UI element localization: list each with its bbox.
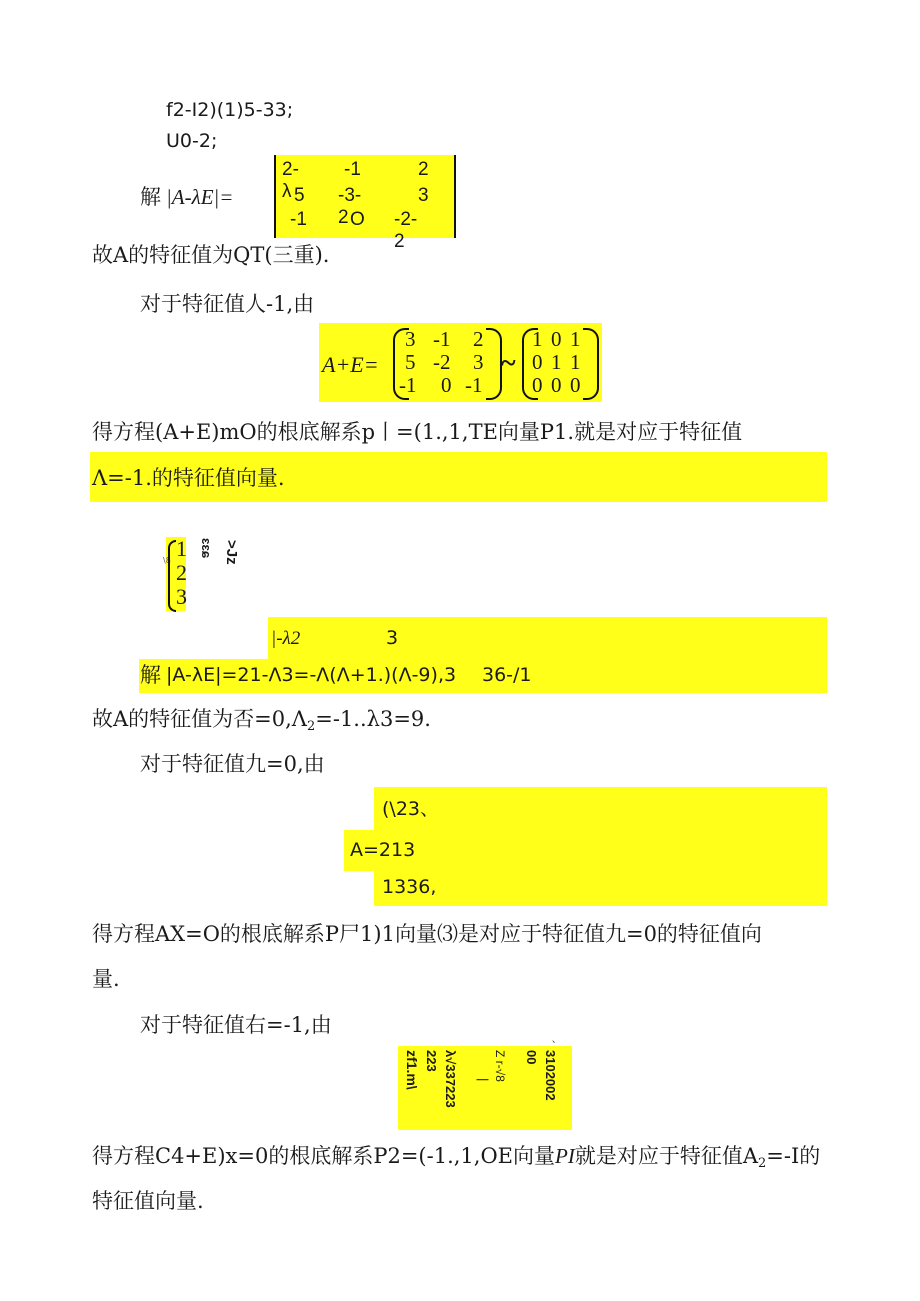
colvec-side-text-2: >Jz: [223, 540, 240, 565]
rotated-col-8: 、: [543, 1040, 554, 1050]
paren-right-b: [583, 328, 599, 400]
rotated-col-4: |: [476, 1078, 491, 1082]
matrix-b-cell: 0: [551, 327, 562, 351]
eig2-subscript: 2: [306, 719, 316, 734]
rotated-col-5: Z r-√8: [493, 1050, 507, 1082]
det1-cell: 2-λ: [282, 159, 299, 202]
solution-line-3b: 特征值向量.: [92, 1189, 204, 1213]
sol3-subscript: 2: [758, 1156, 767, 1171]
det2-right: 36-/1: [482, 664, 532, 686]
sol3-text-a: 得方程C4+E)x=0的根底解系P2=(-1.,1,OE向量: [92, 1144, 556, 1168]
matrix-a2-row-1: (\23、: [382, 798, 439, 820]
tilde-symbol: ~: [501, 348, 516, 379]
colvec-paren-left: [168, 540, 176, 612]
sol3-text-b: 就是对应于特征值A: [574, 1144, 759, 1168]
for-eigenvalue-3: 对于特征值右=-1,由: [140, 1013, 332, 1037]
paren-right-a: [486, 328, 502, 400]
text-line-1: f2-I2)(1)5-33;: [166, 99, 294, 121]
det2-top-right: 3: [386, 627, 399, 649]
det2-top-left: [271, 624, 300, 653]
solution-line-2b: 量.: [92, 967, 120, 991]
matrix-a-cell: -1: [433, 327, 451, 351]
solution-line-1b: Λ=-1.的特征值向量.: [92, 466, 285, 490]
matrix-a2-row-3: 1336,: [382, 876, 437, 898]
matrix-b-cell: 1: [570, 327, 581, 351]
det1-cell: -1: [344, 159, 361, 180]
highlight-a-row3: [374, 870, 827, 906]
det1-expr: |A-λE|=: [166, 185, 234, 209]
rotated-col-6: 00: [524, 1050, 539, 1065]
matrix-a-cell: 3: [405, 327, 416, 351]
colvec-values: [176, 537, 187, 609]
matrix-a-cell: -2: [433, 350, 451, 374]
det1-cell: O: [350, 209, 365, 230]
colvec-cell: 2: [176, 560, 187, 585]
colvec-side-text-1: ɛɛɕ: [199, 538, 214, 559]
det1-prefix: 解: [140, 185, 161, 209]
det1-cell: -3-2: [338, 185, 362, 228]
highlight-a-row2: [344, 830, 827, 871]
matrix-a-cell: -1: [399, 373, 417, 397]
matrix-a-cell: 0: [441, 373, 452, 397]
colvec-cell: 1: [176, 536, 187, 561]
det2-prefix: 解: [140, 663, 161, 687]
eigenvalues-line-1: 故A的特征值为QT(三重).: [92, 243, 330, 267]
det1-bar-left: [274, 155, 276, 238]
matrix-a-cell: 2: [473, 327, 484, 351]
for-eigenvalue-1: 对于特征值人-1,由: [140, 292, 315, 316]
eig2-text-a: 故A的特征值为否=0,Λ: [92, 707, 307, 731]
det1-cell: -1: [290, 209, 307, 230]
solution-line-2: 得方程AX=O的根底解系P尸1)1向量⑶是对应于特征值九=0的特征值向: [92, 922, 762, 946]
matrix-lhs: A+E=: [322, 352, 379, 377]
matrix-b-cell: 0: [532, 373, 543, 397]
matrix-a2-row-2: A=213: [350, 839, 416, 861]
colvec-tiny-mark: \8: [163, 556, 171, 565]
matrix-a-cell: 3: [473, 350, 484, 374]
colvec-cell: 3: [176, 584, 187, 609]
matrix-b-cell: 1: [551, 350, 562, 374]
rotated-col-3: λ√337223: [443, 1050, 458, 1108]
det1-cell: 2: [418, 159, 429, 180]
highlight-a-row1: [374, 787, 827, 830]
eigenvalues-line-2: [92, 705, 431, 741]
rotated-col-7: 3102002: [543, 1050, 558, 1101]
matrix-a-cell: -1: [465, 373, 483, 397]
sol3-text-c: =-I的: [766, 1144, 821, 1168]
solution-line-1: 得方程(A+E)mO的根底解系p丨=(1.,1,TE向量P1.就是对应于特征值: [92, 420, 743, 444]
matrix-b-cell: 0: [551, 373, 562, 397]
solution-line-3: [92, 1142, 820, 1178]
for-eigenvalue-2: 对于特征值九=0,由: [140, 752, 325, 776]
eig2-text-b: =-1..λ3=9.: [315, 707, 431, 731]
matrix-b-cell: 1: [570, 350, 581, 374]
rotated-col-2: 223: [424, 1050, 439, 1072]
text-line-2: U0-2;: [166, 130, 218, 152]
det1-cell: 5: [294, 185, 305, 206]
matrix-b-cell: 1: [532, 327, 543, 351]
rotated-col-1: zf1.m\: [404, 1050, 420, 1090]
highlight-det2-top: [268, 617, 827, 659]
sol3-pi: PI: [555, 1144, 575, 1168]
det2-expr: |A-λE|=21-Λ3=-Λ(Λ+1.)(Λ-9),3: [166, 664, 457, 686]
matrix-b-cell: 0: [570, 373, 581, 397]
det1-cell: 3: [418, 185, 429, 206]
det1-bar-right: [454, 155, 456, 238]
det2-top-text: |-λ2: [271, 628, 301, 649]
det1-cell: -2-2: [394, 209, 418, 252]
matrix-a-cell: 5: [405, 350, 416, 374]
matrix-b-cell: 0: [532, 350, 543, 374]
